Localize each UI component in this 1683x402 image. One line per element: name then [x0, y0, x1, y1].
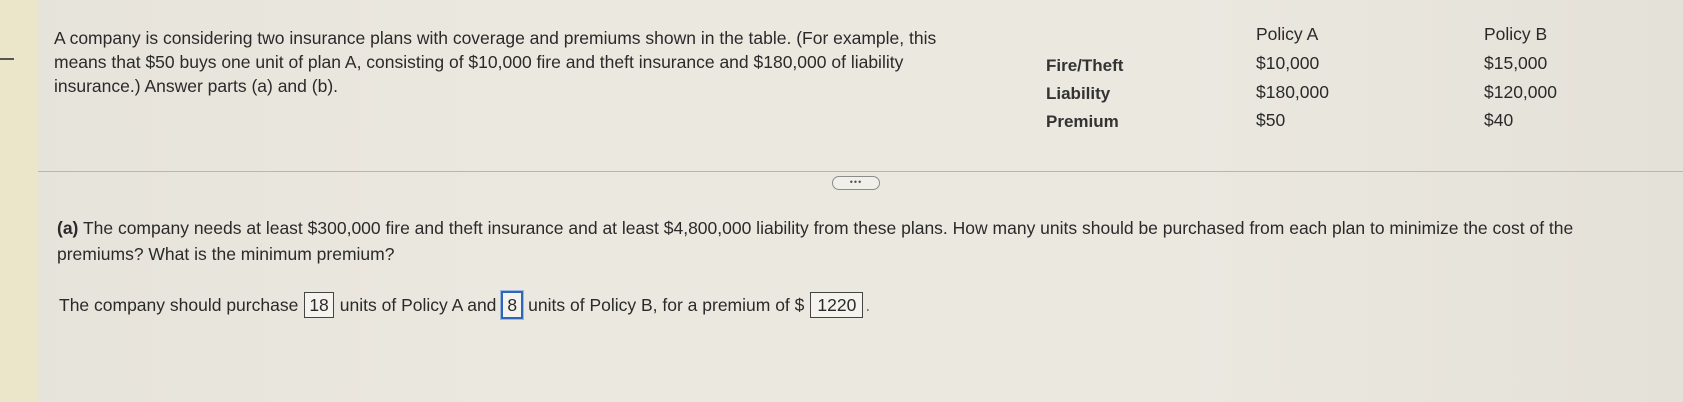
units-policy-b-input[interactable]: 8: [501, 291, 523, 319]
cell-premium-a: $50: [1256, 110, 1286, 130]
intro-line: A company is considering two insurance plans with coverage and premiums shown in the table. (For example, this: [54, 28, 937, 48]
answer-text: The company should purchase: [59, 294, 299, 315]
cell-fire-theft-b: $15,000: [1484, 53, 1548, 73]
row-label-premium: Premium: [1046, 112, 1119, 131]
question-line: [57, 215, 1657, 241]
question-line: premiums? What is the minimum premium?: [57, 244, 395, 264]
column-header-policy-a: Policy A: [1256, 24, 1319, 44]
collapse-marker[interactable]: [0, 58, 14, 60]
intro-line: insurance.) Answer parts (a) and (b).: [54, 76, 339, 96]
expand-more-button[interactable]: •••: [832, 176, 880, 190]
cell-premium-b: $40: [1484, 110, 1514, 130]
answer-text: units of Policy B, for a premium of $: [528, 294, 805, 315]
row-label-fire-theft: Fire/Theft: [1046, 56, 1124, 75]
row-label-liability: Liability: [1046, 84, 1111, 103]
answer-sentence: [59, 291, 870, 319]
intro-line: means that $50 buys one unit of plan A, consisting of $10,000 fire and theft insurance and $180,000 of liability: [54, 52, 904, 72]
premium-input[interactable]: 1220: [810, 292, 863, 318]
question-text: The company needs at least $300,000 fire and theft insurance and at least $4,800,000 liability from these plans. How many units should be purchased from each plan to minimize the cost of the: [82, 218, 1574, 238]
section-divider: [38, 171, 1683, 172]
problem-intro: [54, 26, 1014, 98]
column-header-policy-b: Policy B: [1484, 24, 1548, 44]
cell-fire-theft-a: $10,000: [1256, 53, 1320, 73]
part-label: (a): [57, 218, 79, 238]
part-a-question: [57, 215, 1657, 267]
cell-liability-b: $120,000: [1484, 82, 1557, 102]
units-policy-a-input[interactable]: 18: [304, 292, 333, 318]
cell-liability-a: $180,000: [1256, 82, 1329, 102]
left-margin-strip: [0, 0, 38, 402]
answer-text: units of Policy A and: [339, 294, 497, 315]
answer-period: .: [865, 294, 871, 315]
